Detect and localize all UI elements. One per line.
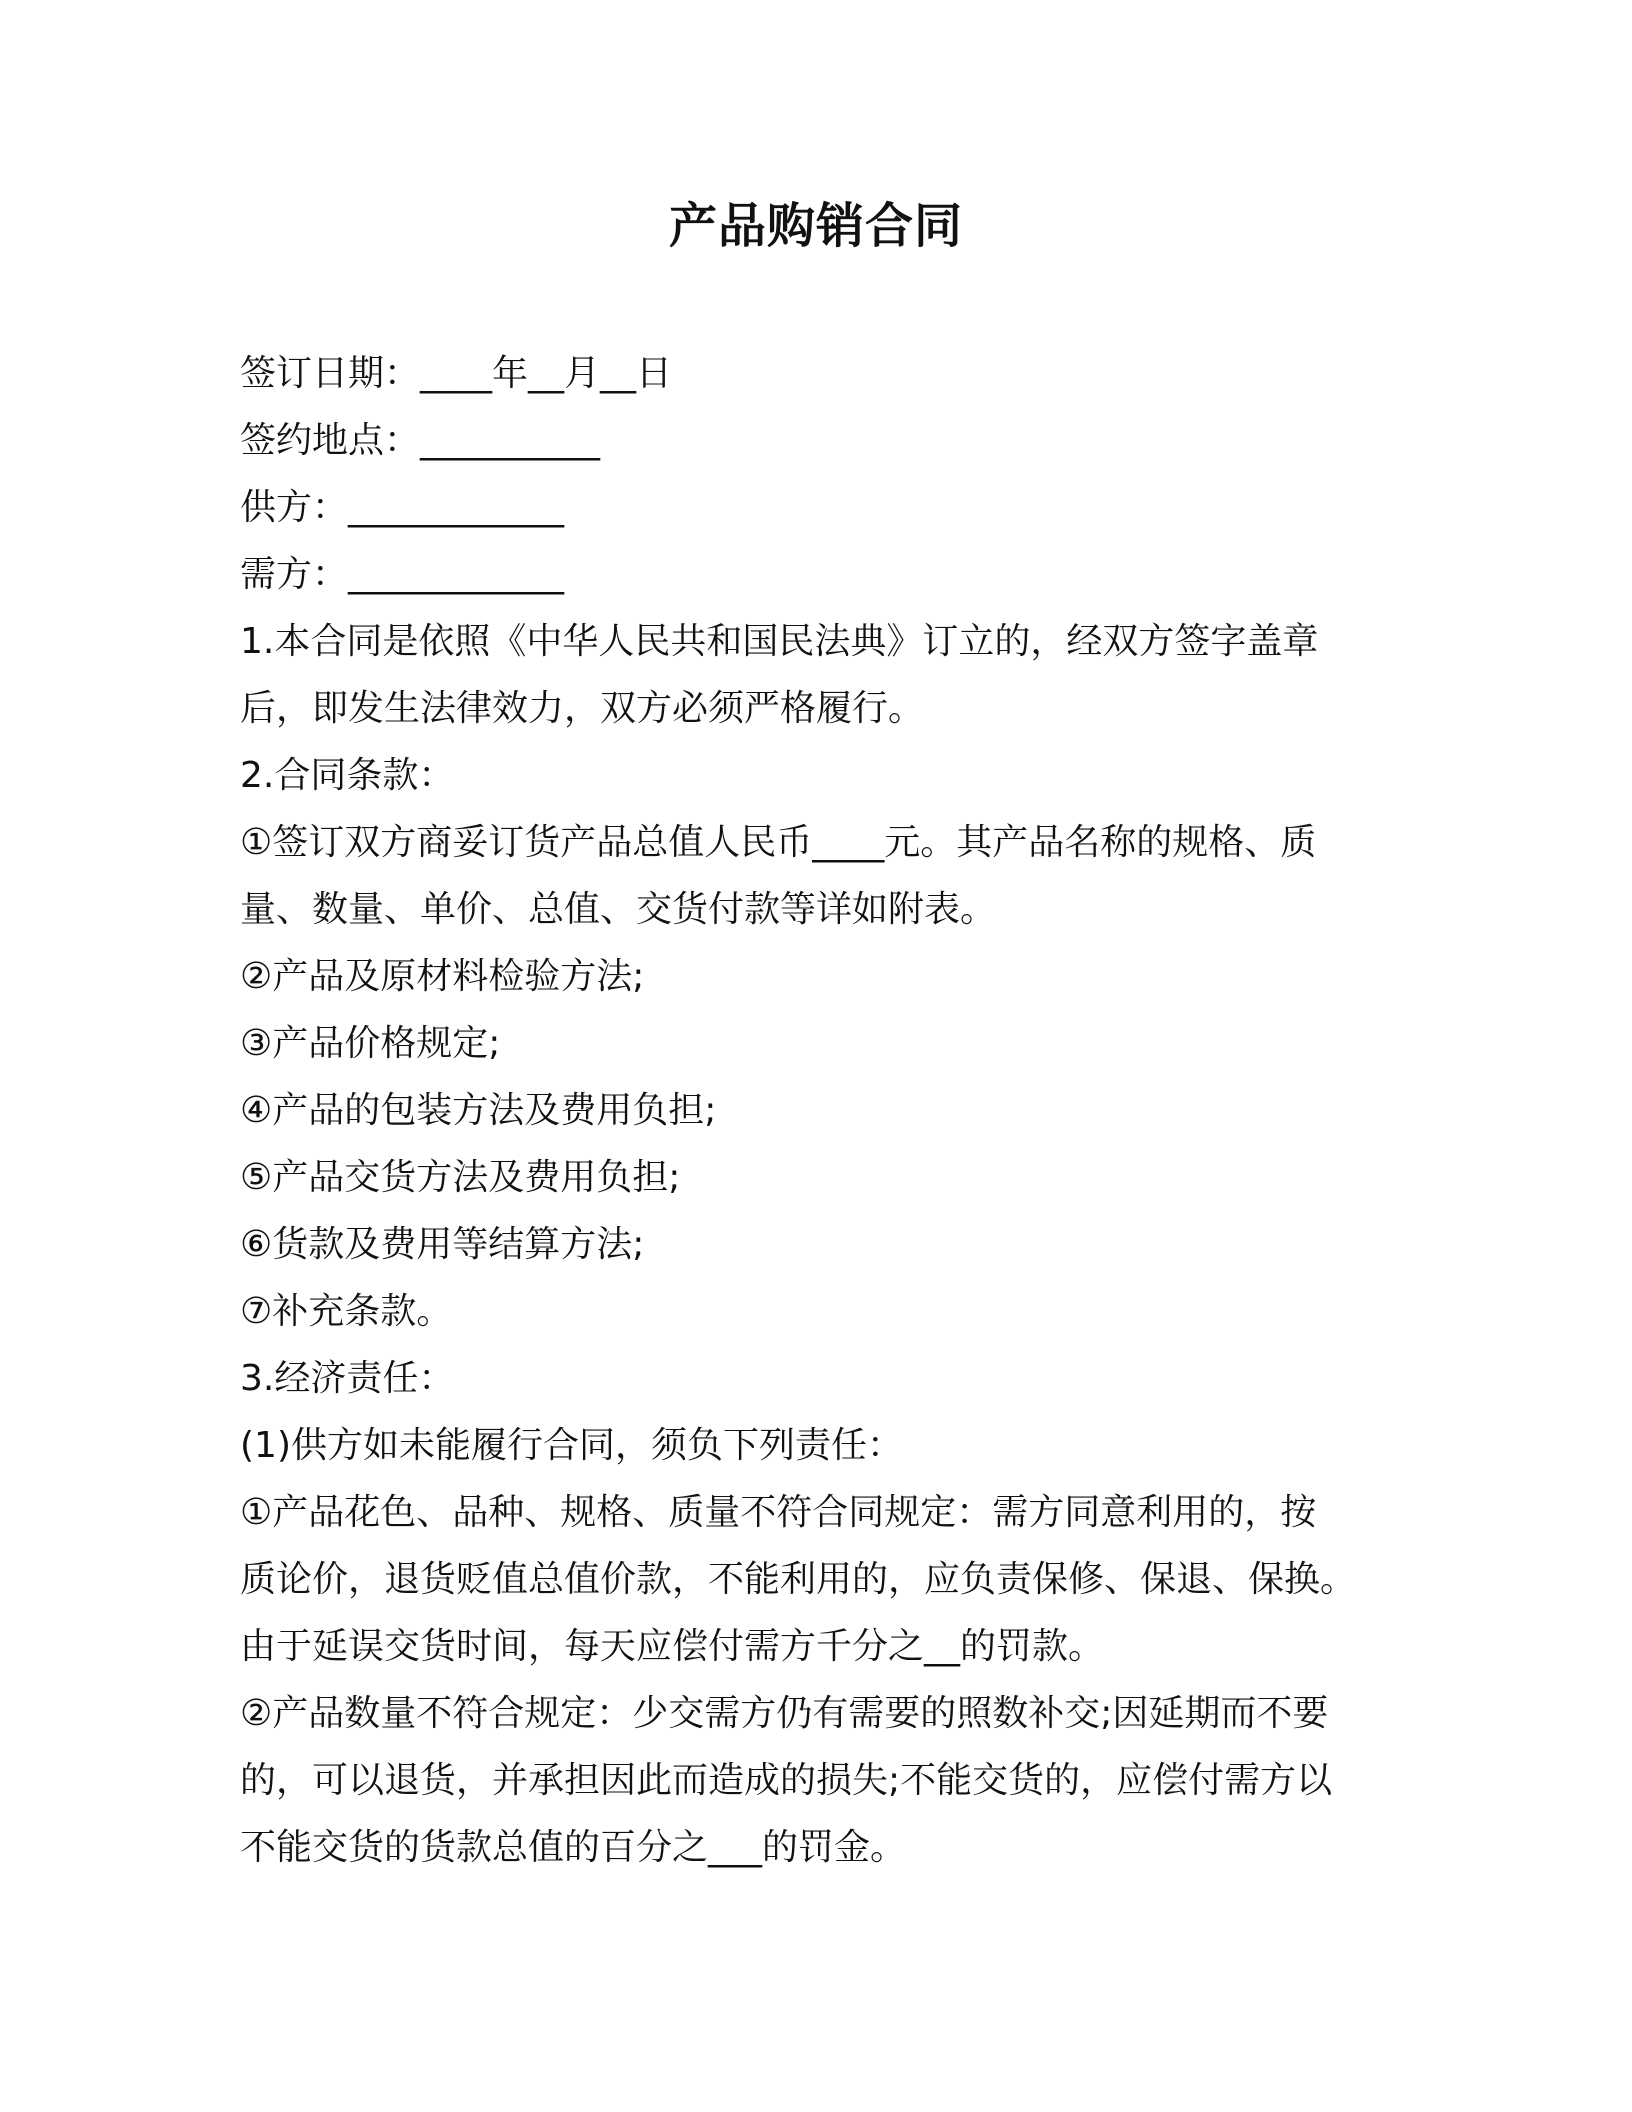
buyer-line: 需方：____________ <box>240 554 565 595</box>
clause-3-sub-1-heading: (1)供方如未能履行合同，须负下列责任： <box>240 1425 903 1466</box>
clause-2-heading: 2.合同条款： <box>240 755 455 796</box>
clause-3-heading: 3.经济责任： <box>240 1358 455 1399</box>
clause-2-item-6: ⑥货款及费用等结算方法; <box>240 1224 645 1265</box>
document-body <box>240 340 1400 1881</box>
clause-2-item-4: ④产品的包装方法及费用负担; <box>240 1090 717 1131</box>
supplier-line: 供方：____________ <box>240 487 565 528</box>
clause-3-sub-1-item-2-line-2: 的，可以退货，并承担因此而造成的损失;不能交货的，应偿付需方以 <box>240 1760 1333 1801</box>
signing-place-line: 签约地点：__________ <box>240 420 601 461</box>
clause-2-item-5: ⑤产品交货方法及费用负担; <box>240 1157 681 1198</box>
clause-2-item-1-line-2: 量、数量、单价、总值、交货付款等详如附表。 <box>240 889 997 930</box>
clause-3-sub-1-item-1-line-3: 由于延误交货时间，每天应偿付需方千分之__的罚款。 <box>240 1626 1105 1667</box>
clause-2-item-1-line-1: ①签订双方商妥订货产品总值人民币____元。其产品名称的规格、质 <box>240 822 1317 863</box>
clause-3-sub-1-item-1-line-2: 质论价，退货贬值总值价款，不能利用的，应负责保修、保退、保换。 <box>240 1559 1357 1600</box>
clause-3-sub-1-item-1-line-1: ①产品花色、品种、规格、质量不符合同规定：需方同意利用的，按 <box>240 1492 1317 1533</box>
clause-3-sub-1-item-2-line-3: 不能交货的货款总值的百分之___的罚金。 <box>240 1827 907 1868</box>
clause-2-item-3: ③产品价格规定; <box>240 1023 501 1064</box>
document-title: 产品购销合同 <box>668 198 963 254</box>
clause-2-item-7: ⑦补充条款。 <box>240 1291 453 1332</box>
clause-1-line-2: 后，即发生法律效力，双方必须严格履行。 <box>240 688 925 729</box>
signing-date-line: 签订日期：____年__月__日 <box>240 353 673 394</box>
clause-3-sub-1-item-2-line-1: ②产品数量不符合规定：少交需方仍有需要的照数补交;因延期而不要 <box>240 1693 1329 1734</box>
clause-2-item-2: ②产品及原材料检验方法; <box>240 956 645 997</box>
clause-1-line-1: 1.本合同是依照《中华人民共和国民法典》订立的，经双方签字盖章 <box>240 621 1319 662</box>
